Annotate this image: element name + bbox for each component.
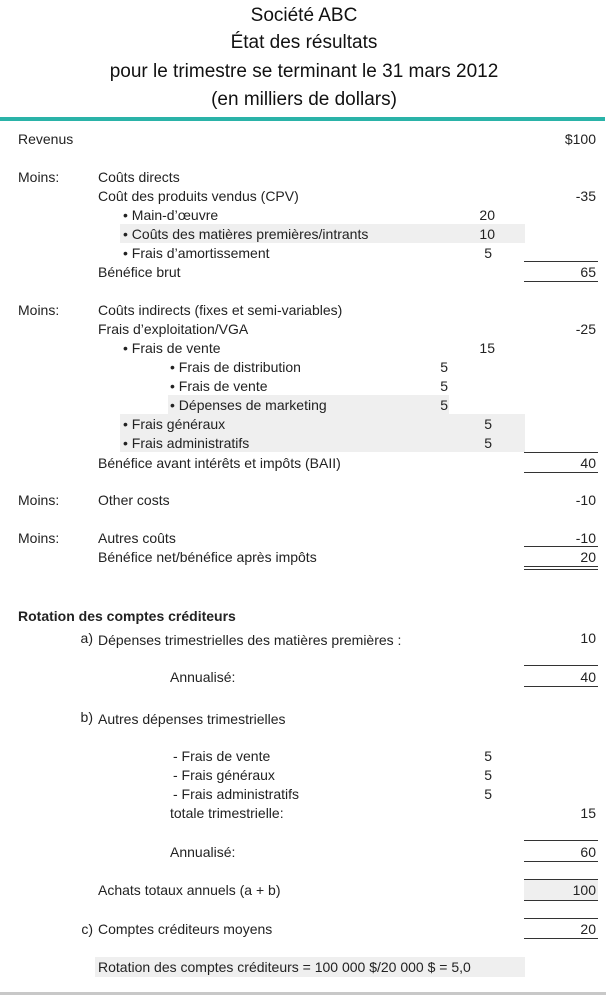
selling-label: • Frais de vente xyxy=(123,340,221,356)
b-annualized-value: 60 xyxy=(580,844,596,860)
subtotal-rule xyxy=(524,900,598,901)
opex-value: -25 xyxy=(575,321,596,337)
subtotal-rule xyxy=(524,938,598,939)
other-costs-label: Other costs xyxy=(98,492,170,508)
general-label: • Frais généraux xyxy=(123,416,226,432)
a-value: 10 xyxy=(580,630,596,646)
turnover-formula: Rotation des comptes créditeurs = 100 000 $/20 000 $ = 5,0 xyxy=(98,959,471,975)
period-subtitle: pour le trimestre se terminant le 31 mars 2012 xyxy=(109,61,499,82)
bottom-divider xyxy=(0,992,606,995)
subtotal-rule xyxy=(524,261,598,262)
subtotal-rule xyxy=(524,546,598,547)
ebit-value: 40 xyxy=(580,455,596,471)
b-total-value: 15 xyxy=(580,805,596,821)
admin-label: • Frais administratifs xyxy=(123,435,250,451)
cogs-label: Coût des produits vendus (CPV) xyxy=(98,188,299,204)
b-marker: b) xyxy=(80,709,93,725)
subtotal-rule xyxy=(524,665,598,666)
ebit-label: Bénéfice avant intérêts et impôts (BAII) xyxy=(98,455,341,471)
general-value: 5 xyxy=(484,416,492,432)
b-general-label: - Frais généraux xyxy=(173,767,275,783)
company-name: Société ABC xyxy=(250,5,358,26)
materials-value: 10 xyxy=(479,226,495,242)
net-income-label: Bénéfice net/bénéfice après impôts xyxy=(98,549,317,565)
b-selling-label: - Frais de vente xyxy=(173,748,271,764)
less-label: Moins: xyxy=(18,492,60,508)
turnover-heading: Rotation des comptes créditeurs xyxy=(18,608,236,624)
less-label: Moins: xyxy=(18,302,60,318)
depreciation-label: • Frais d’amortissement xyxy=(123,245,270,261)
b-annualized-label: Annualisé: xyxy=(170,844,236,860)
marketing-label: • Dépenses de marketing xyxy=(170,397,327,413)
double-rule xyxy=(524,569,598,570)
a-annualized-value: 40 xyxy=(580,669,596,685)
selling-value: 15 xyxy=(479,340,495,356)
cogs-value: -35 xyxy=(575,188,596,204)
indirect-costs-label: Coûts indirects (fixes et semi-variables) xyxy=(98,302,343,318)
subtotal-rule xyxy=(524,861,598,862)
subtotal-rule xyxy=(524,840,598,841)
b-admin-label: - Frais administratifs xyxy=(173,786,300,802)
autres-couts-label: Autres coûts xyxy=(98,530,176,546)
a-marker: a) xyxy=(80,630,93,646)
c-label: Comptes créditeurs moyens xyxy=(98,921,273,937)
marketing-value: 5 xyxy=(440,397,448,413)
double-rule xyxy=(524,566,598,567)
opex-label: Frais d’exploitation/VGA xyxy=(98,321,249,337)
labor-value: 20 xyxy=(479,207,495,223)
admin-value: 5 xyxy=(484,435,492,451)
c-marker: c) xyxy=(81,921,93,937)
gross-profit-value: 65 xyxy=(580,264,596,280)
selling-sub-value: 5 xyxy=(440,378,448,394)
revenue-value: $100 xyxy=(564,131,596,147)
units-subtitle: (en milliers de dollars) xyxy=(211,89,397,110)
labor-label: • Main-d’œuvre xyxy=(123,207,219,223)
revenue-label: Revenus xyxy=(18,131,74,147)
distribution-value: 5 xyxy=(440,359,448,375)
b-total-label: totale trimestrielle: xyxy=(170,805,284,821)
b-label: Autres dépenses trimestrielles xyxy=(98,711,286,727)
statement-title: État des résultats xyxy=(230,32,378,53)
less-label: Moins: xyxy=(18,530,60,546)
direct-costs-label: Coûts directs xyxy=(98,169,180,185)
subtotal-rule xyxy=(524,879,598,880)
total-purchases-value: 100 xyxy=(572,882,596,898)
total-purchases-label: Achats totaux annuels (a + b) xyxy=(98,882,281,898)
gross-profit-label: Bénéfice brut xyxy=(98,264,181,280)
a-label: Dépenses trimestrielles des matières premières : xyxy=(98,632,402,648)
autres-couts-value: -10 xyxy=(575,530,596,546)
subtotal-rule xyxy=(524,472,598,473)
subtotal-rule xyxy=(524,452,598,453)
a-annualized-label: Annualisé: xyxy=(170,669,236,685)
distribution-label: • Frais de distribution xyxy=(170,359,301,375)
b-selling-value: 5 xyxy=(484,748,492,764)
net-income-value: 20 xyxy=(580,549,596,565)
b-general-value: 5 xyxy=(484,767,492,783)
selling-sub-label: • Frais de vente xyxy=(170,378,268,394)
subtotal-rule xyxy=(524,686,598,687)
c-value: 20 xyxy=(580,921,596,937)
subtotal-rule xyxy=(524,281,598,282)
b-admin-value: 5 xyxy=(484,786,492,802)
other-costs-value: -10 xyxy=(575,492,596,508)
less-label: Moins: xyxy=(18,169,60,185)
accent-rule xyxy=(0,117,605,121)
materials-label: • Coûts des matières premières/intrants xyxy=(123,226,369,242)
subtotal-rule xyxy=(524,918,598,919)
depreciation-value: 5 xyxy=(484,245,492,261)
